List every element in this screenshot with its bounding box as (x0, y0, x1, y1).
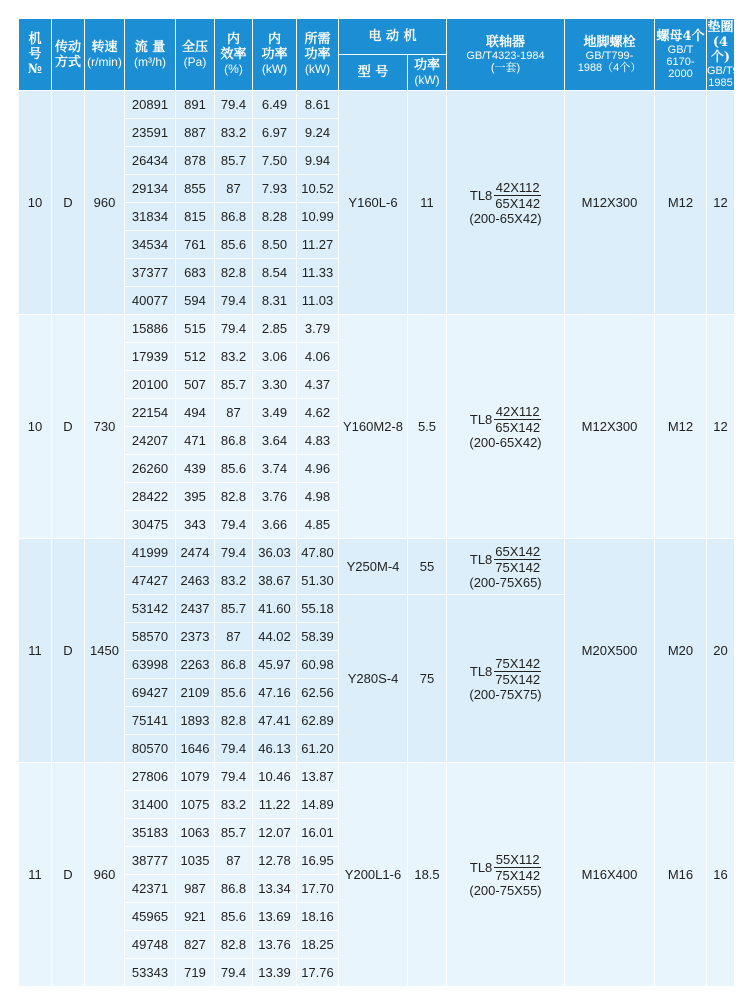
flow-cell: 47427 (125, 567, 176, 595)
motor-power-cell: 11 (408, 91, 447, 315)
flow-cell: 41999 (125, 539, 176, 567)
required-power-cell: 62.56 (297, 679, 339, 707)
efficiency-cell: 86.8 (215, 875, 253, 903)
coupling-denominator: 65X142 (495, 195, 541, 211)
header-anchor-bolt: 地脚螺栓 GB/T799- 1988（4个） (565, 19, 655, 91)
internal-power-cell: 6.97 (253, 119, 297, 147)
internal-power-cell: 45.97 (253, 651, 297, 679)
pressure-cell: 343 (176, 511, 215, 539)
internal-power-cell: 8.54 (253, 259, 297, 287)
required-power-cell: 4.06 (297, 343, 339, 371)
internal-power-cell: 41.60 (253, 595, 297, 623)
washer-cell: 20 (707, 539, 735, 763)
required-power-cell: 18.16 (297, 903, 339, 931)
pressure-cell: 2463 (176, 567, 215, 595)
pressure-cell: 827 (176, 931, 215, 959)
internal-power-cell: 12.07 (253, 819, 297, 847)
fan-spec-table (18, 18, 749, 987)
internal-power-cell: 2.85 (253, 315, 297, 343)
coupling-code: (200-75X65) (469, 574, 542, 590)
coupling-denominator: 75X142 (495, 559, 541, 575)
motor-model-cell: Y280S-4 (339, 595, 408, 763)
coupling-code: (200-65X42) (469, 210, 542, 226)
fan-no-cell: 11 (19, 763, 52, 987)
coupling-spec (469, 656, 541, 702)
internal-power-cell: 47.16 (253, 679, 297, 707)
anchor-bolt-cell: M16X400 (565, 763, 655, 987)
flow-cell: 69427 (125, 679, 176, 707)
pressure-cell: 594 (176, 287, 215, 315)
required-power-cell: 11.03 (297, 287, 339, 315)
required-power-cell: 10.52 (297, 175, 339, 203)
coupling-denominator: 65X142 (495, 419, 541, 435)
speed-cell: 730 (85, 315, 125, 539)
coupling-cell (447, 91, 565, 315)
speed-cell: 960 (85, 763, 125, 987)
coupling-cell (447, 595, 565, 763)
pressure-cell: 1646 (176, 735, 215, 763)
pressure-cell: 2109 (176, 679, 215, 707)
internal-power-cell: 8.50 (253, 231, 297, 259)
drive-cell: D (52, 315, 85, 539)
coupling-code: (200-75X55) (469, 882, 542, 898)
required-power-cell: 3.79 (297, 315, 339, 343)
coupling-type: TL8 (469, 859, 493, 875)
nut-cell: M20 (655, 539, 707, 763)
coupling-fraction (494, 180, 541, 211)
fan-spec-table-container (18, 18, 749, 987)
efficiency-cell: 87 (215, 847, 253, 875)
internal-power-cell: 38.67 (253, 567, 297, 595)
speed-cell: 960 (85, 91, 125, 315)
internal-power-cell: 6.49 (253, 91, 297, 119)
flow-cell: 30475 (125, 511, 176, 539)
motor-model-cell: Y200L1-6 (339, 763, 408, 987)
internal-power-cell: 13.34 (253, 875, 297, 903)
flow-cell: 34534 (125, 231, 176, 259)
flow-cell: 20100 (125, 371, 176, 399)
washer-cell: 12 (707, 315, 735, 539)
internal-power-cell: 47.41 (253, 707, 297, 735)
fan-no-cell: 10 (19, 315, 52, 539)
efficiency-cell: 85.6 (215, 903, 253, 931)
coupling-spec (469, 180, 541, 226)
internal-power-cell: 3.66 (253, 511, 297, 539)
washer-cell: 16 (707, 763, 735, 987)
pressure-cell: 1063 (176, 819, 215, 847)
internal-power-cell: 8.28 (253, 203, 297, 231)
pressure-cell: 855 (176, 175, 215, 203)
efficiency-cell: 87 (215, 175, 253, 203)
coupling-cell (447, 539, 565, 595)
flow-cell: 38777 (125, 847, 176, 875)
coupling-type: TL8 (469, 551, 493, 567)
internal-power-cell: 13.69 (253, 903, 297, 931)
flow-cell: 17939 (125, 343, 176, 371)
pressure-cell: 887 (176, 119, 215, 147)
efficiency-cell: 83.2 (215, 119, 253, 147)
coupling-denominator: 75X142 (495, 867, 541, 883)
nut-cell: M12 (655, 91, 707, 315)
required-power-cell: 55.18 (297, 595, 339, 623)
pressure-cell: 1075 (176, 791, 215, 819)
internal-power-cell: 12.78 (253, 847, 297, 875)
efficiency-cell: 79.4 (215, 511, 253, 539)
flow-cell: 26260 (125, 455, 176, 483)
pressure-cell: 439 (176, 455, 215, 483)
coupling-denominator: 75X142 (495, 671, 541, 687)
efficiency-cell: 79.4 (215, 735, 253, 763)
coupling-type: TL8 (469, 187, 493, 203)
washer-cell: 12 (707, 91, 735, 315)
table-row (19, 315, 735, 343)
header-motor: 电 动 机 (339, 19, 447, 55)
required-power-cell: 4.62 (297, 399, 339, 427)
pressure-cell: 2437 (176, 595, 215, 623)
header-speed: 转速 (r/min) (85, 19, 125, 91)
header-motor-model: 型 号 (339, 55, 408, 91)
header-nut: 螺母4个 GB/T 6170- 2000 (655, 19, 707, 91)
motor-model-cell: Y250M-4 (339, 539, 408, 595)
flow-cell: 29134 (125, 175, 176, 203)
flow-cell: 27806 (125, 763, 176, 791)
efficiency-cell: 79.4 (215, 315, 253, 343)
efficiency-cell: 86.8 (215, 427, 253, 455)
internal-power-cell: 7.93 (253, 175, 297, 203)
header-internal-power: 内 功率 (kW) (253, 19, 297, 91)
internal-power-cell: 3.76 (253, 483, 297, 511)
table-row (19, 91, 735, 119)
flow-cell: 45965 (125, 903, 176, 931)
required-power-cell: 4.83 (297, 427, 339, 455)
flow-cell: 24207 (125, 427, 176, 455)
flow-cell: 49748 (125, 931, 176, 959)
table-row (19, 539, 735, 567)
anchor-bolt-cell: M12X300 (565, 91, 655, 315)
required-power-cell: 8.61 (297, 91, 339, 119)
flow-cell: 15886 (125, 315, 176, 343)
group-1 (19, 91, 735, 315)
efficiency-cell: 86.8 (215, 203, 253, 231)
internal-power-cell: 44.02 (253, 623, 297, 651)
table-row (19, 763, 735, 791)
efficiency-cell: 79.4 (215, 763, 253, 791)
required-power-cell: 51.30 (297, 567, 339, 595)
required-power-cell: 4.98 (297, 483, 339, 511)
flow-cell: 28422 (125, 483, 176, 511)
flow-cell: 40077 (125, 287, 176, 315)
required-power-cell: 47.80 (297, 539, 339, 567)
group-2 (19, 315, 735, 539)
header-required-power: 所需 功率 (kW) (297, 19, 339, 91)
header-pressure: 全压 (Pa) (176, 19, 215, 91)
efficiency-cell: 83.2 (215, 567, 253, 595)
flow-cell: 35183 (125, 819, 176, 847)
required-power-cell: 10.99 (297, 203, 339, 231)
coupling-numerator: 75X142 (495, 655, 541, 671)
motor-power-cell: 55 (408, 539, 447, 595)
pressure-cell: 471 (176, 427, 215, 455)
internal-power-cell: 11.22 (253, 791, 297, 819)
fan-no-cell: 10 (19, 91, 52, 315)
required-power-cell: 17.76 (297, 959, 339, 987)
flow-cell: 22154 (125, 399, 176, 427)
internal-power-cell: 13.76 (253, 931, 297, 959)
internal-power-cell: 13.39 (253, 959, 297, 987)
internal-power-cell: 8.31 (253, 287, 297, 315)
fan-no-cell: 11 (19, 539, 52, 763)
efficiency-cell: 79.4 (215, 959, 253, 987)
pressure-cell: 1035 (176, 847, 215, 875)
internal-power-cell: 3.74 (253, 455, 297, 483)
header-washer: 垫圈 (4个) GB/T96- 1985 (707, 20, 749, 89)
coupling-spec (469, 404, 541, 450)
required-power-cell: 11.33 (297, 259, 339, 287)
pressure-cell: 987 (176, 875, 215, 903)
pressure-cell: 683 (176, 259, 215, 287)
efficiency-cell: 82.8 (215, 259, 253, 287)
flow-cell: 58570 (125, 623, 176, 651)
header-coupling: 联轴器 GB/T4323-1984 (一套) (447, 19, 565, 91)
coupling-numerator: 42X112 (495, 403, 540, 419)
required-power-cell: 11.27 (297, 231, 339, 259)
drive-cell: D (52, 763, 85, 987)
internal-power-cell: 36.03 (253, 539, 297, 567)
required-power-cell: 4.85 (297, 511, 339, 539)
motor-power-cell: 5.5 (408, 315, 447, 539)
anchor-bolt-cell: M12X300 (565, 315, 655, 539)
efficiency-cell: 79.4 (215, 539, 253, 567)
coupling-spec (469, 852, 541, 898)
required-power-cell: 4.37 (297, 371, 339, 399)
efficiency-cell: 85.7 (215, 819, 253, 847)
efficiency-cell: 79.4 (215, 287, 253, 315)
internal-power-cell: 3.06 (253, 343, 297, 371)
flow-cell: 63998 (125, 651, 176, 679)
flow-cell: 26434 (125, 147, 176, 175)
group-4 (19, 763, 735, 987)
efficiency-cell: 82.8 (215, 483, 253, 511)
flow-cell: 53343 (125, 959, 176, 987)
pressure-cell: 878 (176, 147, 215, 175)
pressure-cell: 2474 (176, 539, 215, 567)
coupling-numerator: 55X112 (495, 851, 540, 867)
speed-cell: 1450 (85, 539, 125, 763)
required-power-cell: 17.70 (297, 875, 339, 903)
header-motor-power: 功率 (kW) (408, 55, 447, 91)
flow-cell: 53142 (125, 595, 176, 623)
internal-power-cell: 3.64 (253, 427, 297, 455)
header-flow: 流 量 (m³/h) (125, 19, 176, 91)
efficiency-cell: 85.6 (215, 231, 253, 259)
coupling-cell (447, 763, 565, 987)
efficiency-cell: 87 (215, 623, 253, 651)
drive-cell: D (52, 91, 85, 315)
flow-cell: 23591 (125, 119, 176, 147)
flow-cell: 37377 (125, 259, 176, 287)
efficiency-cell: 85.7 (215, 371, 253, 399)
coupling-fraction (494, 656, 541, 687)
motor-model-cell: Y160M2-8 (339, 315, 408, 539)
pressure-cell: 2373 (176, 623, 215, 651)
efficiency-cell: 87 (215, 399, 253, 427)
pressure-cell: 1893 (176, 707, 215, 735)
flow-cell: 31834 (125, 203, 176, 231)
anchor-bolt-cell: M20X500 (565, 539, 655, 763)
required-power-cell: 61.20 (297, 735, 339, 763)
required-power-cell: 62.89 (297, 707, 339, 735)
pressure-cell: 512 (176, 343, 215, 371)
coupling-fraction (494, 544, 541, 575)
coupling-fraction (494, 852, 541, 883)
pressure-cell: 494 (176, 399, 215, 427)
motor-power-cell: 18.5 (408, 763, 447, 987)
efficiency-cell: 79.4 (215, 91, 253, 119)
efficiency-cell: 86.8 (215, 651, 253, 679)
flow-cell: 75141 (125, 707, 176, 735)
flow-cell: 20891 (125, 91, 176, 119)
efficiency-cell: 85.7 (215, 595, 253, 623)
coupling-numerator: 42X112 (495, 179, 540, 195)
internal-power-cell: 46.13 (253, 735, 297, 763)
coupling-spec (469, 544, 541, 590)
required-power-cell: 58.39 (297, 623, 339, 651)
flow-cell: 42371 (125, 875, 176, 903)
coupling-type: TL8 (469, 411, 493, 427)
pressure-cell: 815 (176, 203, 215, 231)
internal-power-cell: 3.30 (253, 371, 297, 399)
pressure-cell: 2263 (176, 651, 215, 679)
internal-power-cell: 7.50 (253, 147, 297, 175)
flow-cell: 31400 (125, 791, 176, 819)
efficiency-cell: 82.8 (215, 707, 253, 735)
required-power-cell: 9.94 (297, 147, 339, 175)
nut-cell: M12 (655, 315, 707, 539)
coupling-numerator: 65X142 (495, 543, 541, 559)
required-power-cell: 4.96 (297, 455, 339, 483)
pressure-cell: 515 (176, 315, 215, 343)
required-power-cell: 18.25 (297, 931, 339, 959)
pressure-cell: 921 (176, 903, 215, 931)
required-power-cell: 16.01 (297, 819, 339, 847)
internal-power-cell: 10.46 (253, 763, 297, 791)
motor-model-cell: Y160L-6 (339, 91, 408, 315)
drive-cell: D (52, 539, 85, 763)
required-power-cell: 9.24 (297, 119, 339, 147)
nut-cell: M16 (655, 763, 707, 987)
internal-power-cell: 3.49 (253, 399, 297, 427)
required-power-cell: 16.95 (297, 847, 339, 875)
efficiency-cell: 85.6 (215, 679, 253, 707)
header-drive: 传动 方式 (52, 19, 85, 91)
coupling-fraction (494, 404, 541, 435)
pressure-cell: 1079 (176, 763, 215, 791)
motor-power-cell: 75 (408, 595, 447, 763)
efficiency-cell: 85.6 (215, 455, 253, 483)
pressure-cell: 719 (176, 959, 215, 987)
coupling-type: TL8 (469, 663, 493, 679)
pressure-cell: 891 (176, 91, 215, 119)
required-power-cell: 14.89 (297, 791, 339, 819)
pressure-cell: 761 (176, 231, 215, 259)
required-power-cell: 13.87 (297, 763, 339, 791)
pressure-cell: 507 (176, 371, 215, 399)
pressure-cell: 395 (176, 483, 215, 511)
coupling-cell (447, 315, 565, 539)
efficiency-cell: 85.7 (215, 147, 253, 175)
coupling-code: (200-75X75) (469, 686, 542, 702)
header-efficiency: 内 效率 (%) (215, 19, 253, 91)
header-no: 机 号 № (19, 19, 52, 91)
table-header (19, 19, 749, 91)
efficiency-cell: 83.2 (215, 791, 253, 819)
efficiency-cell: 83.2 (215, 343, 253, 371)
efficiency-cell: 82.8 (215, 931, 253, 959)
flow-cell: 80570 (125, 735, 176, 763)
group-3 (19, 539, 735, 763)
required-power-cell: 60.98 (297, 651, 339, 679)
coupling-code: (200-65X42) (469, 434, 542, 450)
